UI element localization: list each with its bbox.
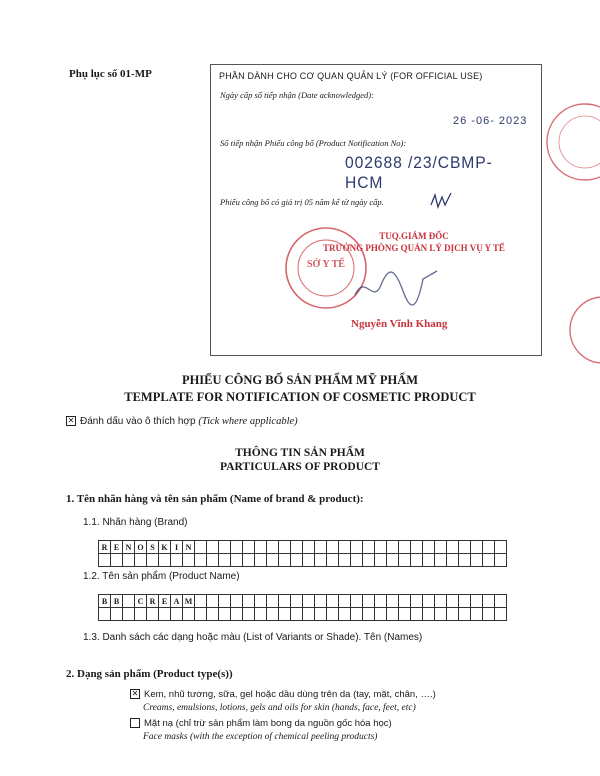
- char-cell: [399, 595, 411, 608]
- char-cell: O: [135, 541, 147, 554]
- char-cell: [255, 608, 267, 621]
- item-1-2-label: 1.2. Tên sản phẩm (Product Name): [83, 571, 240, 582]
- char-cell: A: [171, 595, 183, 608]
- char-cell: [411, 608, 423, 621]
- char-cell: R: [147, 595, 159, 608]
- char-cell: [375, 541, 387, 554]
- char-cell: [291, 608, 303, 621]
- char-cell: [315, 554, 327, 567]
- item-1-3-label: 1.3. Danh sách các dạng hoặc màu (List of Variants or Shade). Tên (Names): [83, 632, 423, 643]
- char-cell: [123, 595, 135, 608]
- char-cell: [447, 608, 459, 621]
- char-cell: [363, 554, 375, 567]
- char-cell: [363, 608, 375, 621]
- product-name-grid: [98, 594, 507, 621]
- char-cell: C: [135, 595, 147, 608]
- char-cell: [387, 554, 399, 567]
- director-signature: [351, 265, 441, 313]
- char-cell: [375, 608, 387, 621]
- char-cell: [315, 608, 327, 621]
- char-cell: [219, 608, 231, 621]
- char-cell: [339, 608, 351, 621]
- char-cell: [471, 554, 483, 567]
- char-cell: [483, 595, 495, 608]
- char-cell: B: [111, 595, 123, 608]
- char-cell: [375, 554, 387, 567]
- char-cell: [279, 554, 291, 567]
- partial-seal-bottom: [565, 295, 600, 365]
- char-cell: [423, 595, 435, 608]
- char-cell: [303, 554, 315, 567]
- char-cell: [375, 595, 387, 608]
- char-cell: [435, 554, 447, 567]
- char-cell: [471, 541, 483, 554]
- particulars-title-vi: THÔNG TIN SẢN PHẨM: [235, 447, 365, 459]
- char-cell: [243, 554, 255, 567]
- deputy-title: TUQ.GIÁM ĐỐC TRƯỞNG PHÒNG QUẢN LÝ DỊCH VỤ Y TẾ: [323, 231, 505, 253]
- char-cell: [363, 541, 375, 554]
- char-cell: [135, 608, 147, 621]
- char-cell: [279, 608, 291, 621]
- char-cell: [495, 608, 507, 621]
- char-cell: M: [183, 595, 195, 608]
- validity-note: Phiếu công bố có giá trị 05 năm kể từ ngày cấp.: [220, 197, 384, 207]
- notification-number-value: 002688 /23/CBMP-HCM: [345, 153, 493, 192]
- char-cell: [147, 608, 159, 621]
- char-cell: [411, 554, 423, 567]
- char-cell: [423, 541, 435, 554]
- char-cell: [195, 541, 207, 554]
- char-cell: [447, 541, 459, 554]
- option-face-masks[interactable]: Mặt nạ (chỉ trừ sản phẩm làm bong da nguồn gốc hóa học): [130, 718, 392, 729]
- char-cell: I: [171, 541, 183, 554]
- char-cell: [243, 541, 255, 554]
- char-cell: [171, 608, 183, 621]
- char-cell: N: [183, 541, 195, 554]
- char-cell: [315, 595, 327, 608]
- section-1-heading: 1. Tên nhãn hàng và tên sản phẩm (Name of brand & product):: [66, 493, 364, 505]
- char-cell: [315, 541, 327, 554]
- char-cell: [399, 541, 411, 554]
- char-cell: E: [159, 595, 171, 608]
- char-cell: [255, 595, 267, 608]
- char-cell: [387, 541, 399, 554]
- char-cell: [351, 608, 363, 621]
- char-cell: [243, 608, 255, 621]
- char-cell: [495, 595, 507, 608]
- char-cell: [207, 554, 219, 567]
- char-cell: [411, 541, 423, 554]
- brand-grid: [98, 540, 507, 567]
- char-cell: [327, 541, 339, 554]
- char-cell: [231, 595, 243, 608]
- char-cell: [291, 595, 303, 608]
- notification-number-label: Số tiếp nhận Phiếu công bố (Product Notification No):: [220, 138, 407, 148]
- char-cell: [279, 595, 291, 608]
- document-title-en: TEMPLATE FOR NOTIFICATION OF COSMETIC PRODUCT: [124, 390, 476, 404]
- char-cell: [147, 554, 159, 567]
- char-cell: [399, 554, 411, 567]
- char-cell: [459, 541, 471, 554]
- char-cell: [303, 541, 315, 554]
- char-cell: [459, 608, 471, 621]
- char-cell: [195, 608, 207, 621]
- date-acknowledged-value: 26 -06- 2023: [453, 115, 528, 127]
- seal-center-text: SỞ Y TẾ: [307, 259, 345, 270]
- char-cell: [351, 595, 363, 608]
- char-cell: [423, 608, 435, 621]
- char-cell: [483, 554, 495, 567]
- char-cell: [459, 595, 471, 608]
- char-cell: [447, 554, 459, 567]
- char-cell: [219, 595, 231, 608]
- char-cell: [291, 541, 303, 554]
- char-cell: [111, 608, 123, 621]
- tick-instruction: ✕ Đánh dấu vào ô thích hợp (Tick where applicable): [67, 416, 298, 427]
- char-cell: [231, 554, 243, 567]
- char-cell: [435, 595, 447, 608]
- char-cell: [387, 608, 399, 621]
- char-cell: [123, 554, 135, 567]
- option-creams-checkbox[interactable]: ✕: [131, 689, 139, 699]
- char-cell: [495, 541, 507, 554]
- char-cell: [195, 554, 207, 567]
- char-cell: [351, 541, 363, 554]
- char-cell: [447, 595, 459, 608]
- char-cell: S: [147, 541, 159, 554]
- char-cell: [327, 554, 339, 567]
- section-2-heading: 2. Dạng sản phẩm (Product type(s)): [66, 668, 233, 680]
- char-cell: [387, 595, 399, 608]
- particulars-title-en: PARTICULARS OF PRODUCT: [220, 461, 380, 473]
- char-cell: [99, 554, 111, 567]
- char-cell: [303, 595, 315, 608]
- char-cell: [267, 608, 279, 621]
- official-use-title: PHẦN DÀNH CHO CƠ QUAN QUẢN LÝ (FOR OFFICIAL USE): [219, 71, 483, 81]
- char-cell: [231, 608, 243, 621]
- option-creams[interactable]: ✕ Kem, nhũ tương, sữa, gel hoặc dầu dùng trên da (tay, mặt, chân, ….): [131, 689, 436, 700]
- char-cell: [207, 541, 219, 554]
- char-cell: [159, 554, 171, 567]
- char-cell: [363, 595, 375, 608]
- char-cell: [207, 595, 219, 608]
- char-cell: [279, 541, 291, 554]
- partial-seal-top: [540, 100, 600, 190]
- char-cell: [339, 595, 351, 608]
- char-cell: [171, 554, 183, 567]
- char-cell: [183, 554, 195, 567]
- char-cell: [435, 608, 447, 621]
- char-cell: [123, 608, 135, 621]
- checked-box-icon: ✕: [67, 416, 75, 426]
- char-cell: [135, 554, 147, 567]
- char-cell: [327, 595, 339, 608]
- char-cell: B: [99, 595, 111, 608]
- char-cell: N: [123, 541, 135, 554]
- char-cell: [339, 554, 351, 567]
- char-cell: [495, 554, 507, 567]
- char-cell: [243, 595, 255, 608]
- char-cell: [111, 554, 123, 567]
- document-title-vi: PHIẾU CÔNG BỐ SẢN PHẨM MỸ PHẨM: [181, 373, 419, 387]
- char-cell: [255, 554, 267, 567]
- initial-signature: [429, 191, 453, 213]
- option-face-masks-checkbox[interactable]: [130, 718, 140, 728]
- char-cell: [219, 554, 231, 567]
- option-face-masks-en: Face masks (with the exception of chemical peeling products): [143, 732, 378, 742]
- item-1-1-label: 1.1. Nhãn hàng (Brand): [83, 517, 188, 528]
- char-cell: [471, 595, 483, 608]
- option-creams-en: Creams, emulsions, lotions, gels and oils for skin (hands, face, feet, etc): [143, 703, 416, 713]
- char-cell: [207, 608, 219, 621]
- char-cell: [255, 541, 267, 554]
- char-cell: [267, 595, 279, 608]
- char-cell: [291, 554, 303, 567]
- char-cell: [327, 608, 339, 621]
- char-cell: [159, 608, 171, 621]
- date-acknowledged-label: Ngày cấp số tiếp nhận (Date acknowledged):: [220, 90, 374, 100]
- official-use-box: [210, 64, 542, 356]
- char-cell: K: [159, 541, 171, 554]
- char-cell: [435, 541, 447, 554]
- char-cell: [351, 554, 363, 567]
- char-cell: E: [111, 541, 123, 554]
- char-cell: [399, 608, 411, 621]
- char-cell: [459, 554, 471, 567]
- char-cell: [483, 541, 495, 554]
- char-cell: R: [99, 541, 111, 554]
- appendix-label: Phụ lục số 01-MP: [69, 68, 152, 80]
- char-cell: [411, 595, 423, 608]
- char-cell: [471, 608, 483, 621]
- char-cell: [195, 595, 207, 608]
- char-cell: [219, 541, 231, 554]
- char-cell: [483, 608, 495, 621]
- signer-name: Nguyễn Vĩnh Khang: [351, 318, 448, 330]
- char-cell: [423, 554, 435, 567]
- char-cell: [231, 541, 243, 554]
- char-cell: [339, 541, 351, 554]
- char-cell: [267, 554, 279, 567]
- char-cell: [99, 608, 111, 621]
- char-cell: [303, 608, 315, 621]
- char-cell: [183, 608, 195, 621]
- char-cell: [267, 541, 279, 554]
